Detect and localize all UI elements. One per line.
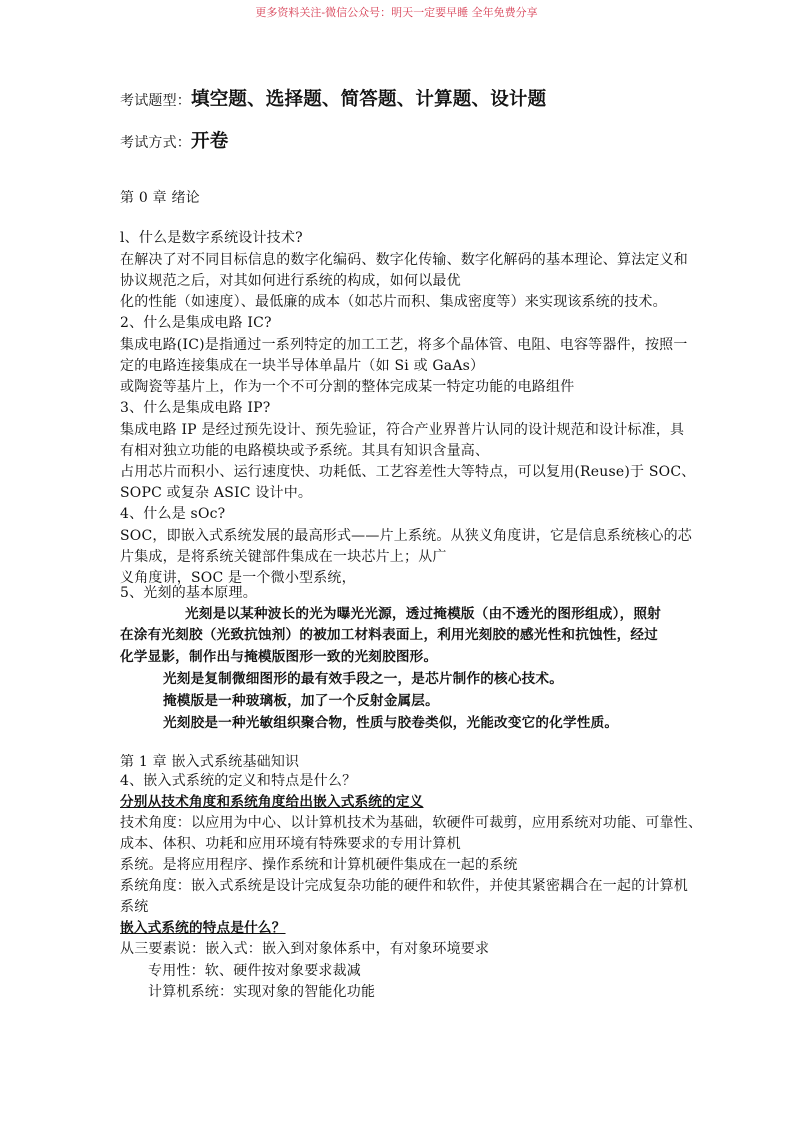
text-line: 占用芯片而积小、运行速度快、功耗低、工艺容差性大等特点，可以复用(Reuse)于 SOC、	[120, 464, 696, 480]
text-line: 集成电路 IP 是经过预先设计、预先验证，符合产业界普片认同的设计规范和设计标准，具	[120, 422, 685, 438]
text-line: 系统角度：嵌入式系统是设计完成复杂功能的硬件和软件，并使其紧密耦合在一起的计算机	[120, 878, 688, 894]
text-line: 集成电路(IC)是指通过一系列特定的加工工艺，将多个晶体管、电阻、电容等器件，按照一	[120, 337, 688, 353]
text-line: 在解决了对不同目标信息的数字化编码、数字化传输、数字化解码的基本理论、算法定义和	[120, 252, 688, 268]
text-line: SOPC 或复杂 ASIC 设计中。	[120, 485, 313, 501]
text-line: 系统。是将应用程序、操作系统和计算机硬件集成在一起的系统	[120, 857, 518, 873]
bold-text-line: 光刻是以某种波长的光为曝光光源，透过掩模版（由不透光的图形组成），照射	[185, 606, 661, 622]
question-line: 5、光刻的基本原理。	[120, 585, 257, 601]
exam-type-label: 考试题型：	[120, 93, 191, 109]
exam-method-label: 考试方式：	[120, 135, 191, 151]
question-line: 3、什么是集成电路 IP?	[120, 400, 271, 416]
bold-text-line: 光刻胶是一种光敏组织聚合物，性质与胶卷类似，光能改变它的化学性质。	[163, 715, 619, 731]
text-line: 技术角度：以应用为中心、以计算机技术为基础，软硬件可裁剪，应用系统对功能、可靠性、	[120, 815, 703, 831]
chapter1-question: 4、嵌入式系统的定义和特点是什么？	[120, 773, 357, 789]
bold-text-line: 在涂有光刻胶（光致抗蚀剂）的被加工材料表面上，利用光刻胶的感光性和抗蚀性，经过	[120, 627, 658, 643]
text-line: 从三要素说：嵌入式：嵌入到对象体系中，有对象环境要求	[120, 941, 490, 957]
exam-type-row	[120, 90, 546, 111]
text-line: 成本、体积、功耗和应用环境有特殊要求的专用计算机	[120, 836, 461, 852]
text-line: 或陶瓷等基片上，作为一个不可分割的整体完成某一特定功能的电路组件	[120, 379, 575, 395]
bold-text-line: 光刻是复制微细图形的最有效手段之一，是芯片制作的核心技术。	[163, 671, 564, 687]
exam-type-value: 填空题、选择题、简答题、计算题、设计题	[191, 89, 547, 110]
text-line: SOC，即嵌入式系统发展的最高形式——片上系统。从狭义角度讲，它是信息系统核心的芯	[120, 528, 692, 544]
bold-text-line: 掩模版是一种玻璃板，加了一个反射金属层。	[163, 693, 439, 709]
bold-text-line: 化学显影，制作出与掩模版图形一致的光刻胶图形。	[120, 649, 438, 665]
question-line: l、什么是数字系统设计技术?	[120, 230, 303, 246]
features-heading: 嵌入式系统的特点是什么？	[120, 920, 286, 936]
text-line: 化的性能（如速度）、最低廉的成本（如芯片而积、集成密度等）来实现该系统的技术。	[120, 294, 667, 310]
text-line: 片集成，是将系统关键部件集成在一块芯片上；从广	[120, 549, 447, 565]
header-notice: 更多资料关注-微信公众号：明天一定要早睡 全年免费分享	[255, 6, 538, 19]
text-line: 计算机系统：实现对象的智能化功能	[148, 984, 376, 1000]
exam-method-value: 开卷	[191, 131, 229, 152]
text-line: 有相对独立功能的电路模块或予系统。其具有知识含量高、	[120, 443, 490, 459]
question-line: 2、什么是集成电路 IC?	[120, 315, 272, 331]
text-line: 定的电路连接集成在一块半导体单晶片（如 Si 或 GaAs）	[120, 358, 485, 374]
text-line: 协议规范之后，对其如何进行系统的构成，如何以最优	[120, 273, 461, 289]
chapter1-title: 第 1 章 嵌入式系统基础知识	[120, 754, 300, 770]
text-line: 系统	[120, 899, 149, 915]
chapter0-title: 第 0 章 绪论	[120, 190, 200, 206]
question-line: 4、什么是 sOc?	[120, 506, 226, 522]
definition-heading: 分别从技术角度和系统角度给出嵌入式系统的定义	[120, 794, 424, 810]
text-line: 专用性：软、硬件按对象要求裁减	[148, 963, 361, 979]
exam-method-row	[120, 132, 228, 153]
text-line: 义角度讲，SOC 是一个微小型系统，	[120, 570, 356, 586]
